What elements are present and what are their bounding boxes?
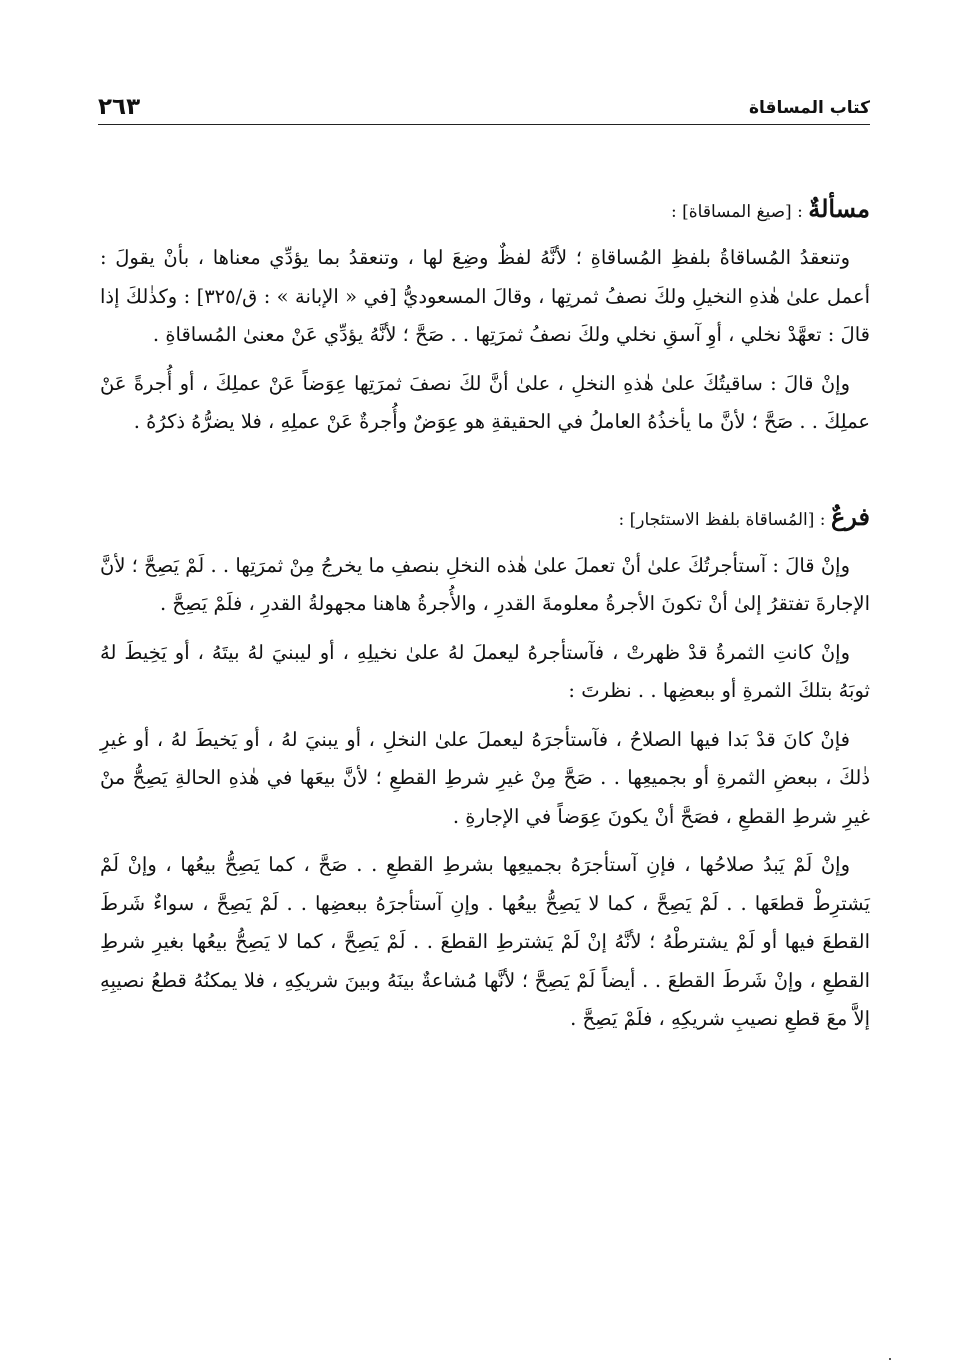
heading-title: : [صيغ المساقاة] : bbox=[670, 202, 809, 222]
body-text bbox=[100, 188, 870, 1049]
heading-title: : [المُساقاة بلفظ الاستئجار] : bbox=[618, 509, 831, 530]
page-number: ٢٦٣ bbox=[98, 94, 141, 120]
paragraph: فإنْ كانَ قدْ بَدا فيها الصلاحُ ، فآستأجرَهُ ليعملَ علىٰ النخلِ ، أو يبنيَ لهُ ، أو يَخيطَ لهُ ، أو غيرِ ذٰلكَ ، ببعضِ الثمرةِ أو بجميعِها . . صَحَّ مِنْ غيرِ شرطِ القطعِ ؛ لأنَّ بيعَها في هٰذهِ الحالةِ يَصِحُّ منْ غيرِ شرطِ القطعِ ، فصَحَّ أنْ يكونَ عِوَضاً في الإجارةِ . bbox=[100, 727, 870, 828]
section-heading-far bbox=[100, 496, 870, 541]
heading-keyword: مسألةٌ bbox=[808, 194, 870, 223]
paragraph: وإنْ قالَ : ساقيتُكَ علىٰ هٰذهِ النخلِ ، علىٰ أنَّ لكَ نصفَ ثمرَتِها عِوَضاً عَنْ عملِكَ ، أو أُجرةً عَنْ عملِكَ . . صَحَّ ؛ لأنَّ ما يأخذُهُ العاملُ في الحقيقةِ هو عِوَضٌ وأُجرةٌ عَنْ عملِهِ ، فلا يضرُّهُ ذكرُهُ . bbox=[100, 371, 870, 433]
paragraph: وإنْ كانتِ الثمرةُ قدْ ظهرتْ ، فآستأجرهُ ليعملَ لهُ علىٰ نخيلِهِ ، أو ليبنيَ لهُ بيتَهُ ، أو يَخِيطَ لهُ ثوبَهُ بتلكَ الثمرةِ أو ببعضِها . . نظرتَ : bbox=[100, 640, 870, 702]
scan-speck bbox=[889, 1358, 891, 1360]
paragraph: وتنعقدُ المُساقاةُ بلفظِ المُساقاةِ ؛ لأنَّهُ لفظٌ وضِعَ لها ، وتنعقدُ بما يؤدِّي معناها ، بأنْ يقولَ : أعمل علىٰ هٰذهِ النخيلِ ولكَ نصفُ ثمرتِها ، وقالَ المسعوديُّ [في « الإبانة » : ق/٣٢٥] : وكذٰلكَ إذا قالَ : تعهَّدْ نخلي ، أوِ آسقِ نخلي ولكَ نصفُ ثمرَتِها . . صَحَّ ؛ لأنَّهُ يؤدِّي عَنْ معنىٰ المُساقاةِ . bbox=[100, 246, 870, 346]
paragraph: وإنْ لَمْ يَبدُ صلاحُها ، فإنِ آستأجرَهُ بجميعِها بشرطِ القطعِ . . صَحَّ ، كما يَصِحُّ بيعُها ، وإنْ لَمْ يَشترِطْ قطعَها . . لَمْ يَصِحَّ ، كما لا يَصِحُّ بيعُها . وإنِ آستأجرَهُ ببعضِها . . لَمْ يَصِحَّ ، سواءٌ شَرطَ القطعَ فيها أو لَمْ يشترطْهُ ؛ لأنَّهُ إنْ لَمْ يَشترطِ القطعَ . . لَمْ يَصِحَّ ، كما لا يَصِحُّ بيعُها بغيرِ شرطِ القطعِ ، وإنْ شَرطَ القطعَ . . أيضاً لَمْ يَصِحَّ ؛ لأنَّها مُشاعةٌ بينَهُ وبينَ شريكِهِ ، فلا يمكنُهُ قطعُ نصيبِهِ إلاَّ معَ قطعِ نصيبِ شريكِهِ ، فلَمْ يَصِحَّ . bbox=[100, 853, 870, 1030]
book-title: كتاب المساقاة bbox=[748, 98, 870, 118]
section-heading-masala bbox=[100, 188, 870, 233]
heading-keyword: فرعٌ bbox=[830, 501, 870, 531]
paragraph: وإنْ قالَ : آستأجرتُكَ علىٰ أنْ تعملَ علىٰ هٰذه النخلِ بنصفِ ما يخرجُ مِنْ ثمرَتِها . . لَمْ يَصِحَّ ؛ لأنَّ الإجارةَ تفتقرُ إلىٰ أنْ تكونَ الأجرةُ معلومةَ القدرِ ، والأُجرةُ هاهنا مجهولةُ القدرِ ، فلَمْ يَصِحَّ . bbox=[100, 553, 870, 615]
running-header bbox=[98, 88, 870, 125]
